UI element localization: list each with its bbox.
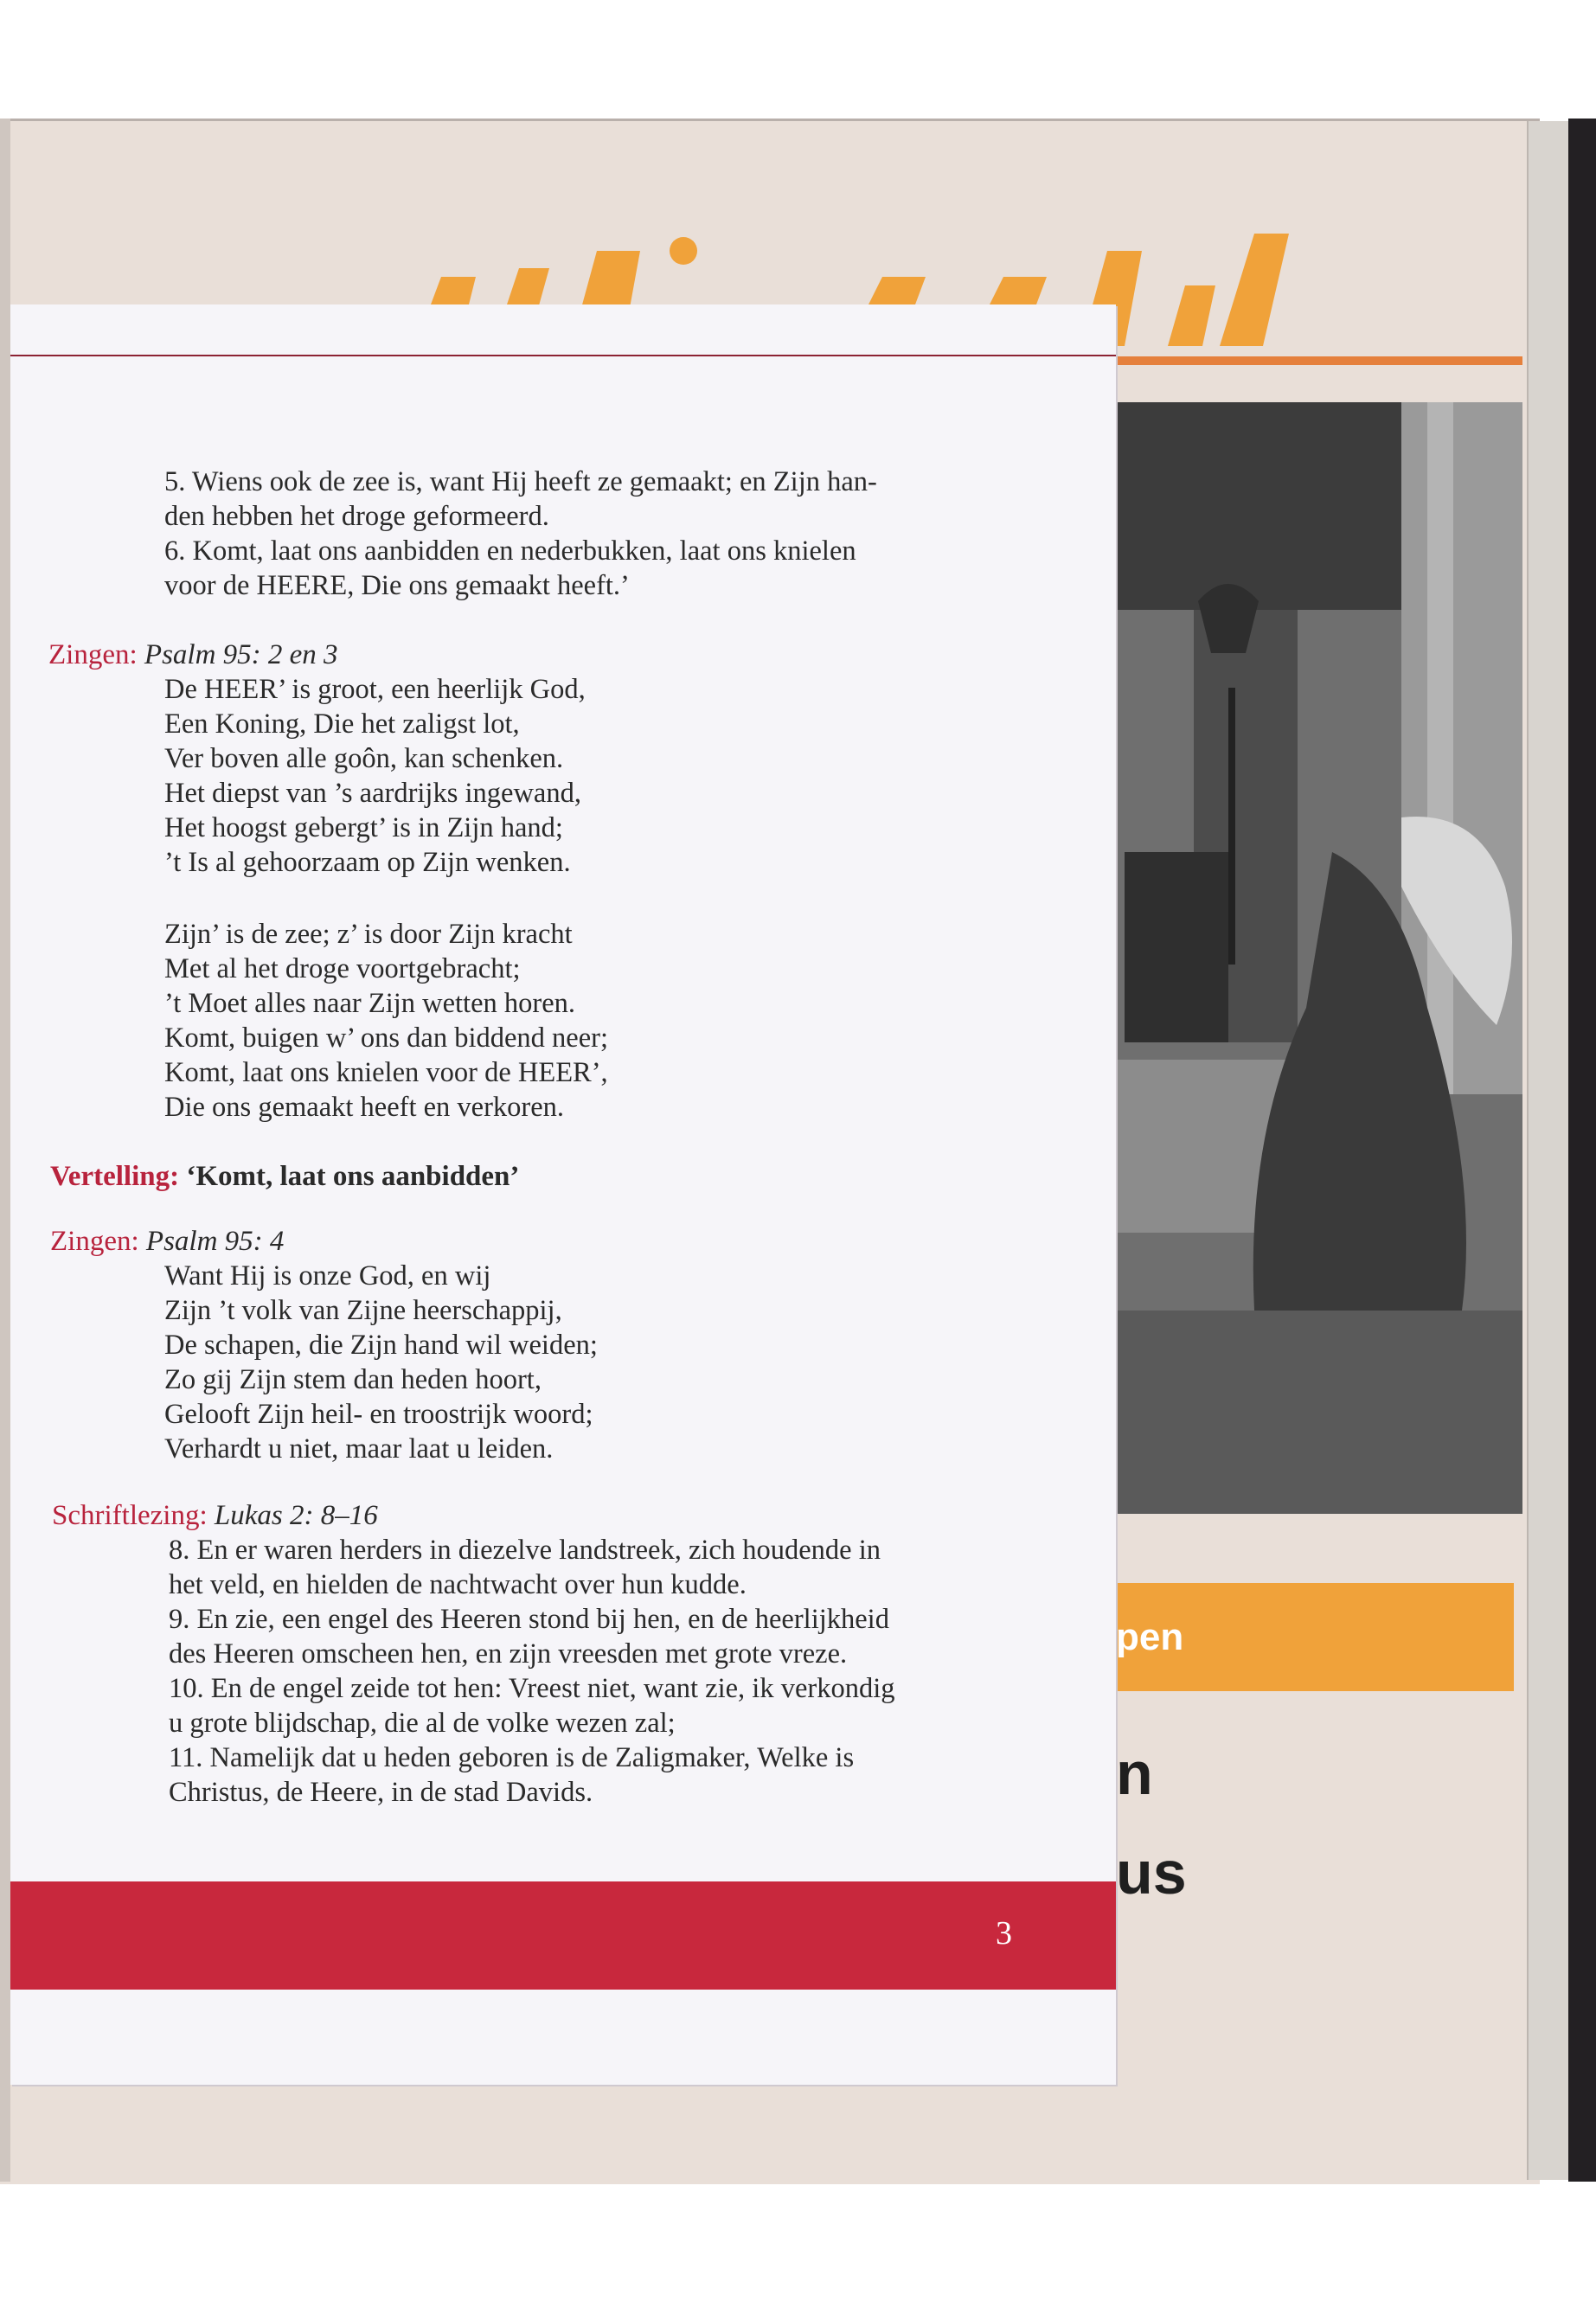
opening-verses — [164, 465, 877, 603]
page-footer-band — [10, 1881, 1116, 1990]
booklet-edge — [1527, 121, 1570, 2180]
temple-illustration-graphic — [1116, 402, 1522, 1514]
scripture-line: het veld, en hielden de nachtwacht over hun kudde. — [169, 1569, 747, 1600]
scripture-reference: Lukas 2: 8–16 — [214, 1500, 378, 1531]
stanza-line: Ver boven alle goôn, kan schenken. — [164, 743, 564, 774]
stanza-line: Gelooft Zijn heil- en troostrijk woord; — [164, 1399, 593, 1430]
page-top-rule — [10, 355, 1116, 356]
stanza-line: ’t Is al gehoorzaam op Zijn wenken. — [164, 847, 571, 878]
stanza-line: Die ons gemaakt heeft en verkoren. — [164, 1092, 565, 1123]
background-orange-band — [1116, 1583, 1514, 1691]
page-number: 3 — [996, 1915, 1012, 1952]
section-label: Zingen: — [50, 1226, 139, 1257]
section-label: Vertelling: — [50, 1161, 180, 1192]
stanza-line: ’t Moet alles naar Zijn wetten horen. — [164, 988, 576, 1019]
background-heading-fragment-1: n — [1116, 1740, 1153, 1807]
background-band-text: pen — [1116, 1616, 1184, 1658]
section-zingen-1 — [48, 638, 338, 672]
psalm-stanza — [164, 1259, 598, 1466]
scripture-line: Christus, de Heere, in de stad Davids. — [169, 1777, 593, 1808]
stanza-line: Zijn’ is de zee; z’ is door Zijn kracht — [164, 919, 573, 950]
verse-line: voor de HEERE, Die ons gemaakt heeft.’ — [164, 570, 630, 601]
scripture-line: 11. Namelijk dat u heden geboren is de Zaligmaker, Welke is — [169, 1742, 855, 1773]
scripture-line: des Heeren omscheen hen, en zijn vreesden met grote vreze. — [169, 1638, 848, 1670]
booklet-page — [10, 304, 1116, 2085]
stanza-line: Komt, buigen w’ ons dan biddend neer; — [164, 1022, 608, 1054]
psalm-stanza — [164, 672, 586, 880]
psalm-reference: Psalm 95: 2 en 3 — [144, 639, 338, 670]
verse-line: 5. Wiens ook de zee is, want Hij heeft ze gemaakt; en Zijn han- — [164, 466, 877, 497]
section-label: Zingen: — [48, 639, 138, 670]
dark-binding-strip — [1568, 119, 1596, 2182]
stanza-line: Zo gij Zijn stem dan heden hoort, — [164, 1364, 542, 1395]
background-illustration — [1116, 402, 1522, 1514]
stanza-line: De schapen, die Zijn hand wil weiden; — [164, 1330, 598, 1361]
stanza-line: Een Koning, Die het zaligst lot, — [164, 708, 520, 740]
verse-line: den hebben het droge geformeerd. — [164, 501, 549, 532]
psalm-reference: Psalm 95: 4 — [145, 1226, 285, 1257]
background-orange-rule — [1116, 356, 1522, 365]
stanza-line: Verhardt u niet, maar laat u leiden. — [164, 1433, 554, 1465]
psalm-stanza — [164, 917, 608, 1125]
booklet-left-shadow — [0, 119, 10, 2182]
scripture-reading — [169, 1533, 894, 1810]
scripture-line: u grote blijdschap, die al de volke wezen zal; — [169, 1708, 676, 1739]
section-vertelling — [50, 1159, 519, 1194]
section-zingen-2 — [50, 1224, 284, 1259]
background-heading-fragment-2: us — [1116, 1839, 1187, 1907]
stanza-line: Met al het droge voortgebracht; — [164, 953, 521, 984]
stanza-line: De HEER’ is groot, een heerlijk God, — [164, 674, 586, 705]
stanza-line: Komt, laat ons knielen voor de HEER’, — [164, 1057, 608, 1088]
section-label: Schriftlezing: — [52, 1500, 208, 1531]
stanza-line: Het diepst van ’s aardrijks ingewand, — [164, 778, 581, 809]
story-title: ‘Komt, laat ons aanbidden’ — [186, 1161, 520, 1192]
stanza-line: Het hoogst gebergt’ is in Zijn hand; — [164, 812, 563, 843]
scripture-line: 8. En er waren herders in diezelve landstreek, zich houdende in — [169, 1535, 881, 1566]
stanza-line: Zijn ’t volk van Zijne heerschappij, — [164, 1295, 562, 1326]
scripture-line: 10. En de engel zeide tot hen: Vreest niet, want zie, ik verkondig — [169, 1673, 895, 1704]
scripture-line: 9. En zie, een engel des Heeren stond bij hen, en de heerlijkheid — [169, 1604, 889, 1635]
section-schriftlezing — [52, 1498, 378, 1533]
stanza-line: Want Hij is onze God, en wij — [164, 1260, 491, 1292]
verse-line: 6. Komt, laat ons aanbidden en nederbukken, laat ons knielen — [164, 535, 856, 567]
